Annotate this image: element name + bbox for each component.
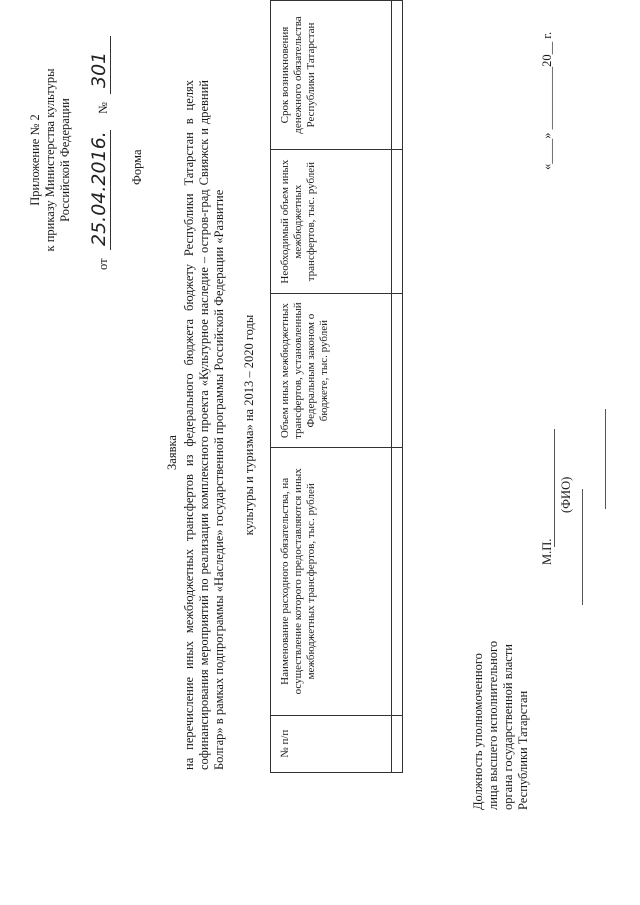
fio-signature-line [540,429,555,547]
column-header-required-volume: Необходимый объем иных межбюджетных трансфертов, тыс. рублей [271,150,392,294]
table-cell [392,294,403,448]
document-title: Заявка [165,435,179,470]
appendix-line-2: к приказу Министерства культуры [43,68,57,252]
table-cell [392,1,403,150]
stamp-place-label: М.П. [540,538,554,565]
table-cell [392,715,403,772]
column-header-established-volume: Объем иных межбюджетных трансфертов, установленный Федеральным законом о бюджете, тыс. рублей [271,294,392,448]
signatory-line-2: лица высшего исполнительного [486,640,500,810]
order-number-underline [110,36,111,94]
column-header-obligation-name: Наименование расходного обязательства, на осуществление которого предоставляются иных межбюджетных трансфертов, тыс. рублей [271,448,392,715]
order-number-handwritten: 301 [88,51,110,88]
table-cell [392,448,403,715]
table-header-row [271,1,392,773]
order-from-label: от [96,258,110,270]
order-date-handwritten: 25.04.2016. [88,131,110,246]
column-header-obligation-term: Срок возникновения денежного обязательства Республики Татарстан [271,1,392,150]
table-cell [392,150,403,294]
order-date-number-line [88,30,112,290]
signatory-line-3: органа государственной власти [501,644,515,810]
signature-line [582,489,583,605]
order-number-label: № [96,102,110,114]
appendix-line-1: Приложение № 2 [28,114,42,206]
appendix-line-3: Российской Федерации [58,98,72,222]
signature-date: «____» __________20__ г. [540,31,554,170]
document-subtitle: на перечисление иных межбюджетных трансфертов из федерального бюджета бюджету Республики Татарстан в целях софинансирования мероприятий по реализации комплексного проекта «Культурное наследие – остров-град Свияжск и древний Болгар» в рамках подпрограммы «Наследие» государственной программы Российской Федерации «Развитие [182,80,226,770]
signatory-line-4: Республики Татарстан [516,690,530,810]
signatory-line-1: Должность уполномоченного [471,653,485,810]
column-header-number: № п/п [271,715,392,772]
signature-line [605,409,606,509]
fio-label: (ФИО) [559,476,573,513]
form-label: Форма [130,149,144,185]
request-table [270,0,403,773]
table-row [392,1,403,773]
document-subtitle-last-line: культуры и туризма» на 2013 – 2020 годы [242,314,256,536]
signatory-position [471,570,531,810]
appendix-header [28,30,73,290]
order-date-underline [110,130,111,250]
